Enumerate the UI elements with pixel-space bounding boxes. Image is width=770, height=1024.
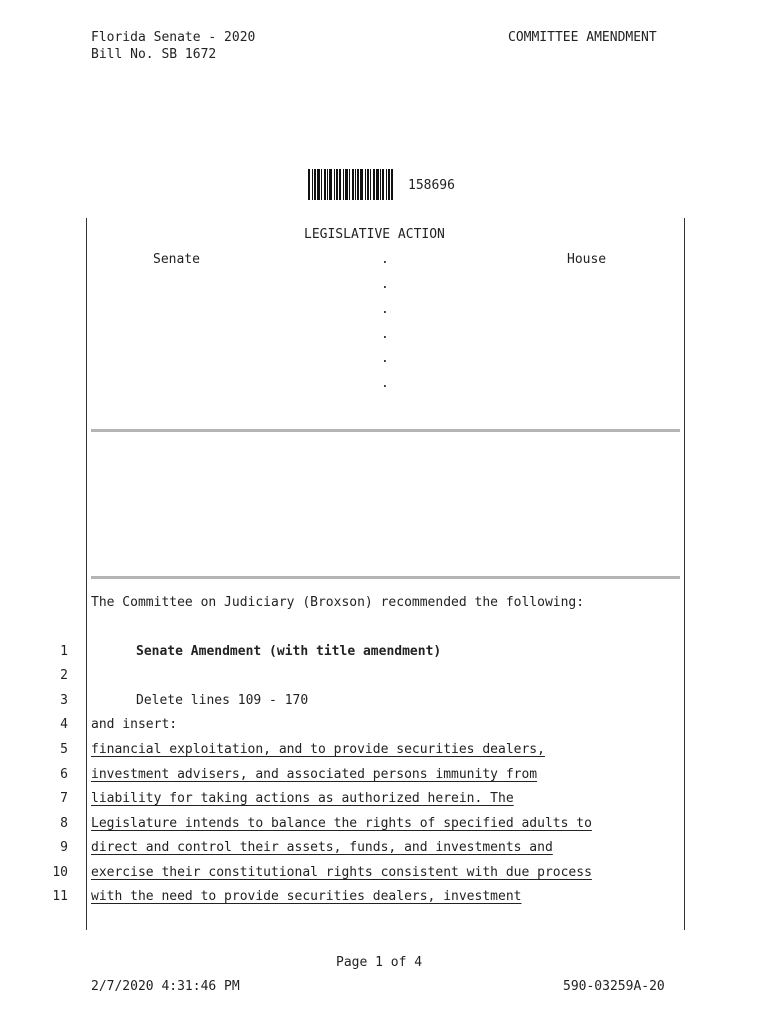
house-label: House [567, 252, 607, 267]
inserted-text-line: with the need to provide securities dealers, investment [91, 889, 522, 904]
action-dot: . [381, 376, 389, 391]
inserted-text-line: exercise their constitutional rights consistent with due process [91, 865, 592, 880]
line-number: 3 [60, 693, 68, 708]
senate-label: Senate [153, 252, 200, 267]
document-id: 590-03259A-20 [563, 979, 665, 994]
action-dot: . [381, 277, 389, 292]
committee-recommendation: The Committee on Judiciary (Broxson) recommended the following: [91, 595, 585, 610]
bill-number: Bill No. SB 1672 [91, 47, 217, 62]
insert-instruction: and insert: [91, 717, 178, 732]
action-dot: . [381, 327, 389, 342]
action-dot: . [381, 351, 389, 366]
divider [91, 576, 680, 579]
inserted-text-line: investment advisers, and associated persons immunity from [91, 767, 538, 782]
right-margin-rule [684, 218, 685, 930]
barcode [308, 169, 402, 200]
inserted-text-line: direct and control their assets, funds, and investments and [91, 840, 553, 855]
delete-instruction: Delete lines 109 - 170 [136, 693, 309, 708]
line-number: 5 [60, 742, 68, 757]
inserted-text-line: financial exploitation, and to provide securities dealers, [91, 742, 545, 757]
timestamp: 2/7/2020 4:31:46 PM [91, 979, 240, 994]
inserted-text-line: Legislature intends to balance the rights of specified adults to [91, 816, 592, 831]
line-number: 11 [52, 889, 68, 904]
action-dot: . [381, 302, 389, 317]
page-number: Page 1 of 4 [336, 955, 423, 970]
barcode-number: 158696 [408, 178, 455, 193]
divider [91, 429, 680, 432]
chamber-year: Florida Senate - 2020 [91, 30, 256, 45]
action-dot: . [381, 252, 389, 267]
legislative-action-title: LEGISLATIVE ACTION [304, 227, 445, 242]
line-number: 4 [60, 717, 68, 732]
line-number: 8 [60, 816, 68, 831]
line-number: 7 [60, 791, 68, 806]
line-number: 2 [60, 668, 68, 683]
amendment-title: Senate Amendment (with title amendment) [136, 644, 442, 659]
left-margin-rule [86, 218, 87, 930]
line-number: 1 [60, 644, 68, 659]
line-number: 9 [60, 840, 68, 855]
inserted-text-line: liability for taking actions as authorized herein. The [91, 791, 514, 806]
line-number: 10 [52, 865, 68, 880]
line-number: 6 [60, 767, 68, 782]
document-type: COMMITTEE AMENDMENT [508, 30, 657, 45]
